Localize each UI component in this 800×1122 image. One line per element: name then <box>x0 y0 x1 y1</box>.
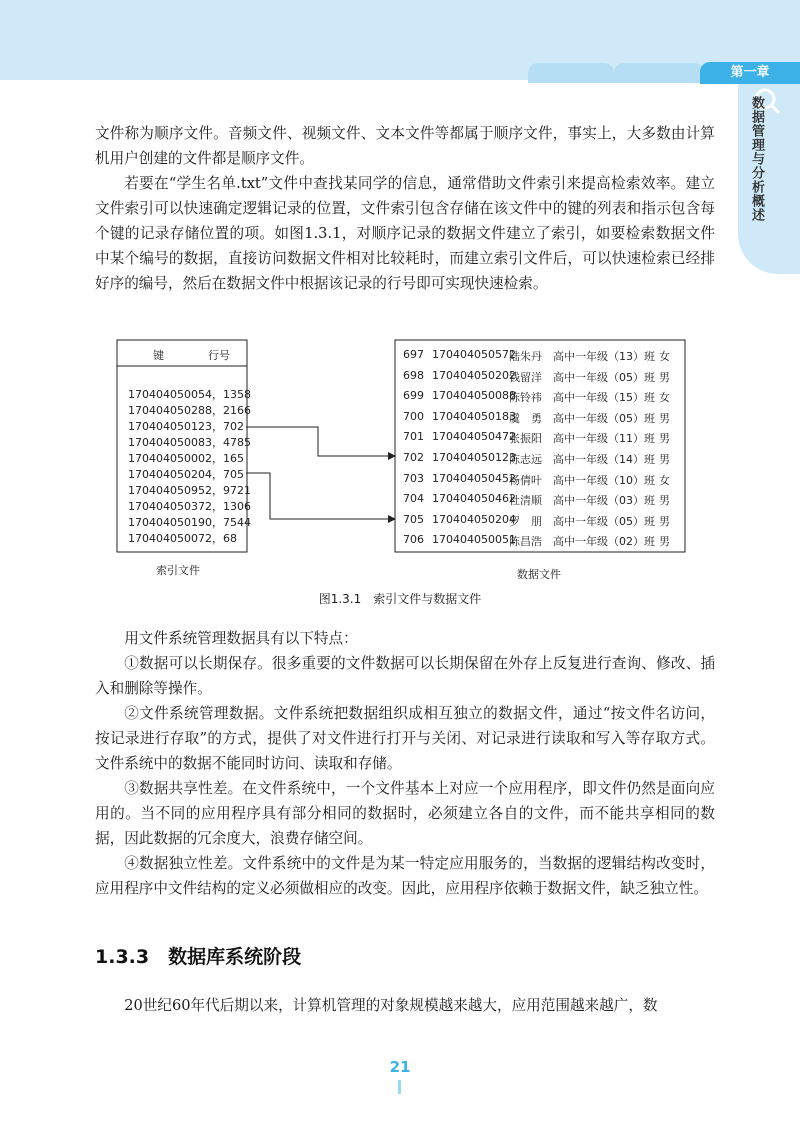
index-row: 170404050288，2166 <box>128 404 251 417</box>
data-row-id: 170404050088 <box>432 389 516 403</box>
body-text-bottom <box>95 993 715 1018</box>
paragraph: ④数据独立性差。文件系统中的文件是为某一特定应用服务的，当数据的逻辑结构改变时，应用程序中文件结构的定义必须做相应的改变。因此，应用程序依赖于数据文件，缺乏独立性。 <box>95 855 715 897</box>
data-row-sex: 女 <box>659 350 670 363</box>
data-row-name: 陈昌浩 <box>509 535 542 549</box>
data-row-class: 高中一年级（11）班 <box>553 432 655 446</box>
data-row-class: 高中一年级（13）班 <box>553 350 655 363</box>
paragraph: 20世纪60年代后期以来，计算机管理的对象规模越来越大，应用范围越来越广，数 <box>124 997 658 1014</box>
data-row-line: 697 <box>403 348 424 361</box>
data-row-sex: 女 <box>659 391 670 405</box>
data-row-name: 杨倩叶 <box>509 473 542 487</box>
data-row-id: 170404050123 <box>432 451 516 464</box>
data-row-id: 170404050572 <box>432 348 516 361</box>
index-row: 170404050372，1306 <box>128 500 251 513</box>
data-row-id: 170404050051 <box>432 533 516 547</box>
data-row-class: 高中一年级（05）班 <box>553 411 655 425</box>
data-row-name: 杜清顺 <box>509 494 542 508</box>
data-row-line: 701 <box>403 430 424 444</box>
index-row: 170404050072，68 <box>128 532 237 545</box>
index-header-row: 行号 <box>208 349 230 362</box>
side-chapter-title: 数据管理与分析概述 <box>749 96 764 222</box>
data-row-class: 高中一年级（15）班 <box>553 391 655 405</box>
data-row-id: 170404050472 <box>432 430 516 444</box>
data-row-line: 699 <box>403 389 424 403</box>
data-file-label: 数据文件 <box>517 568 561 581</box>
page-number-tick <box>398 1080 401 1094</box>
body-text-features <box>95 626 715 901</box>
figure-caption: 图1.3.1 索引文件与数据文件 <box>318 592 482 606</box>
index-row: 170404050190，7544 <box>128 516 251 529</box>
page-number: 21 <box>389 1058 411 1076</box>
paragraph: ②文件系统管理数据。文件系统把数据组织成相互独立的数据文件，通过“按文件名访问，按记录进行存取”的方式，提供了对文件进行打开与关闭、对记录进行读取和写入等存取方式。文件系统中的数据不能同时访问、读取和存储。 <box>95 705 715 772</box>
section-heading: 1.3.3 数据库系统阶段 <box>95 946 302 968</box>
data-row-name: 罗 朋 <box>509 514 542 528</box>
data-row-class: 高中一年级（02）班 <box>553 535 655 549</box>
data-row-id: 170404050183 <box>432 409 516 423</box>
data-row-line: 704 <box>403 492 424 506</box>
data-row-sex: 男 <box>659 535 670 549</box>
data-row-sex: 男 <box>659 514 670 528</box>
data-row-id: 170404050202 <box>432 368 516 382</box>
paragraph: 文件称为顺序文件。音频文件、视频文件、文本文件等都属于顺序文件，事实上，大多数由计算机用户创建的文件都是顺序文件。 <box>95 125 715 167</box>
index-row: 170404050204，705 <box>128 468 244 481</box>
data-row-line: 698 <box>403 368 424 382</box>
data-row-class: 高中一年级（05）班 <box>553 514 655 528</box>
data-row-sex: 男 <box>659 411 670 425</box>
data-row-name: 陈铃祎 <box>509 391 542 405</box>
data-row-id: 170404050204 <box>432 512 516 526</box>
data-row-line: 705 <box>403 512 424 526</box>
data-row-class: 高中一年级（10）班 <box>553 473 655 487</box>
data-row-line: 703 <box>403 471 424 485</box>
index-header-key: 键 <box>153 349 164 362</box>
index-row: 170404050054，1358 <box>128 388 251 401</box>
paragraph: 若要在“学生名单.txt”文件中查找某同学的信息，通常借助文件索引来提高检索效率。建立文件索引可以快速确定逻辑记录的位置，文件索引包含存储在该文件中的键的列表和指示包含每个键的记录存储位置的项。如图1.3.1，对顺序记录的数据文件建立了索引，如要检索数据文件中某个编号的数据，直接访问数据文件相对比较耗时，而建立索引文件后，可以快速检索已经排好序的编号，然后在数据文件中根据该记录的行号即可实现快速检索。 <box>95 175 715 292</box>
data-row-class: 高中一年级（05）班 <box>553 370 655 384</box>
paragraph: ①数据可以长期保存。很多重要的文件数据可以长期保留在外存上反复进行查询、修改、插入和删除等操作。 <box>95 655 715 697</box>
data-row-sex: 女 <box>659 473 670 487</box>
data-row-sex: 男 <box>659 370 670 384</box>
data-row-id: 170404050462 <box>432 492 516 506</box>
data-row-class: 高中一年级（03）班 <box>553 494 655 508</box>
index-row: 170404050123，702 <box>128 420 244 433</box>
data-row-name: 陈志远 <box>509 453 542 466</box>
index-file-label: 索引文件 <box>156 564 200 577</box>
index-arrow-705 <box>246 473 395 519</box>
data-row-id: 170404050452 <box>432 471 516 485</box>
data-row-name: 虞 勇 <box>509 411 542 425</box>
data-row-sex: 男 <box>659 432 670 446</box>
data-row-sex: 男 <box>659 494 670 508</box>
paragraph: ③数据共享性差。在文件系统中，一个文件基本上对应一个应用程序，即文件仍然是面向应用的。当不同的应用程序具有部分相同的数据时，必须建立各自的文件，而不能共享相同的数据，因此数据的冗余度大，浪费存储空间。 <box>95 780 715 847</box>
data-row-line: 702 <box>403 451 424 464</box>
data-row-line: 706 <box>403 533 424 547</box>
index-row: 170404050083，4785 <box>128 436 251 449</box>
paragraph: 用文件系统管理数据具有以下特点： <box>124 630 358 647</box>
data-row-name: 钱留洋 <box>509 370 542 384</box>
data-row-class: 高中一年级（14）班 <box>553 453 655 466</box>
index-arrow-702 <box>246 427 395 456</box>
index-row: 170404050002，165 <box>128 452 244 465</box>
chapter-label: 第一章 <box>700 62 800 84</box>
index-row: 170404050952，9721 <box>128 484 251 497</box>
data-row-line: 700 <box>403 409 424 423</box>
data-row-name: 张振阳 <box>509 432 542 446</box>
data-row-name: 陆朱丹 <box>509 350 542 363</box>
data-row-sex: 男 <box>659 453 670 466</box>
